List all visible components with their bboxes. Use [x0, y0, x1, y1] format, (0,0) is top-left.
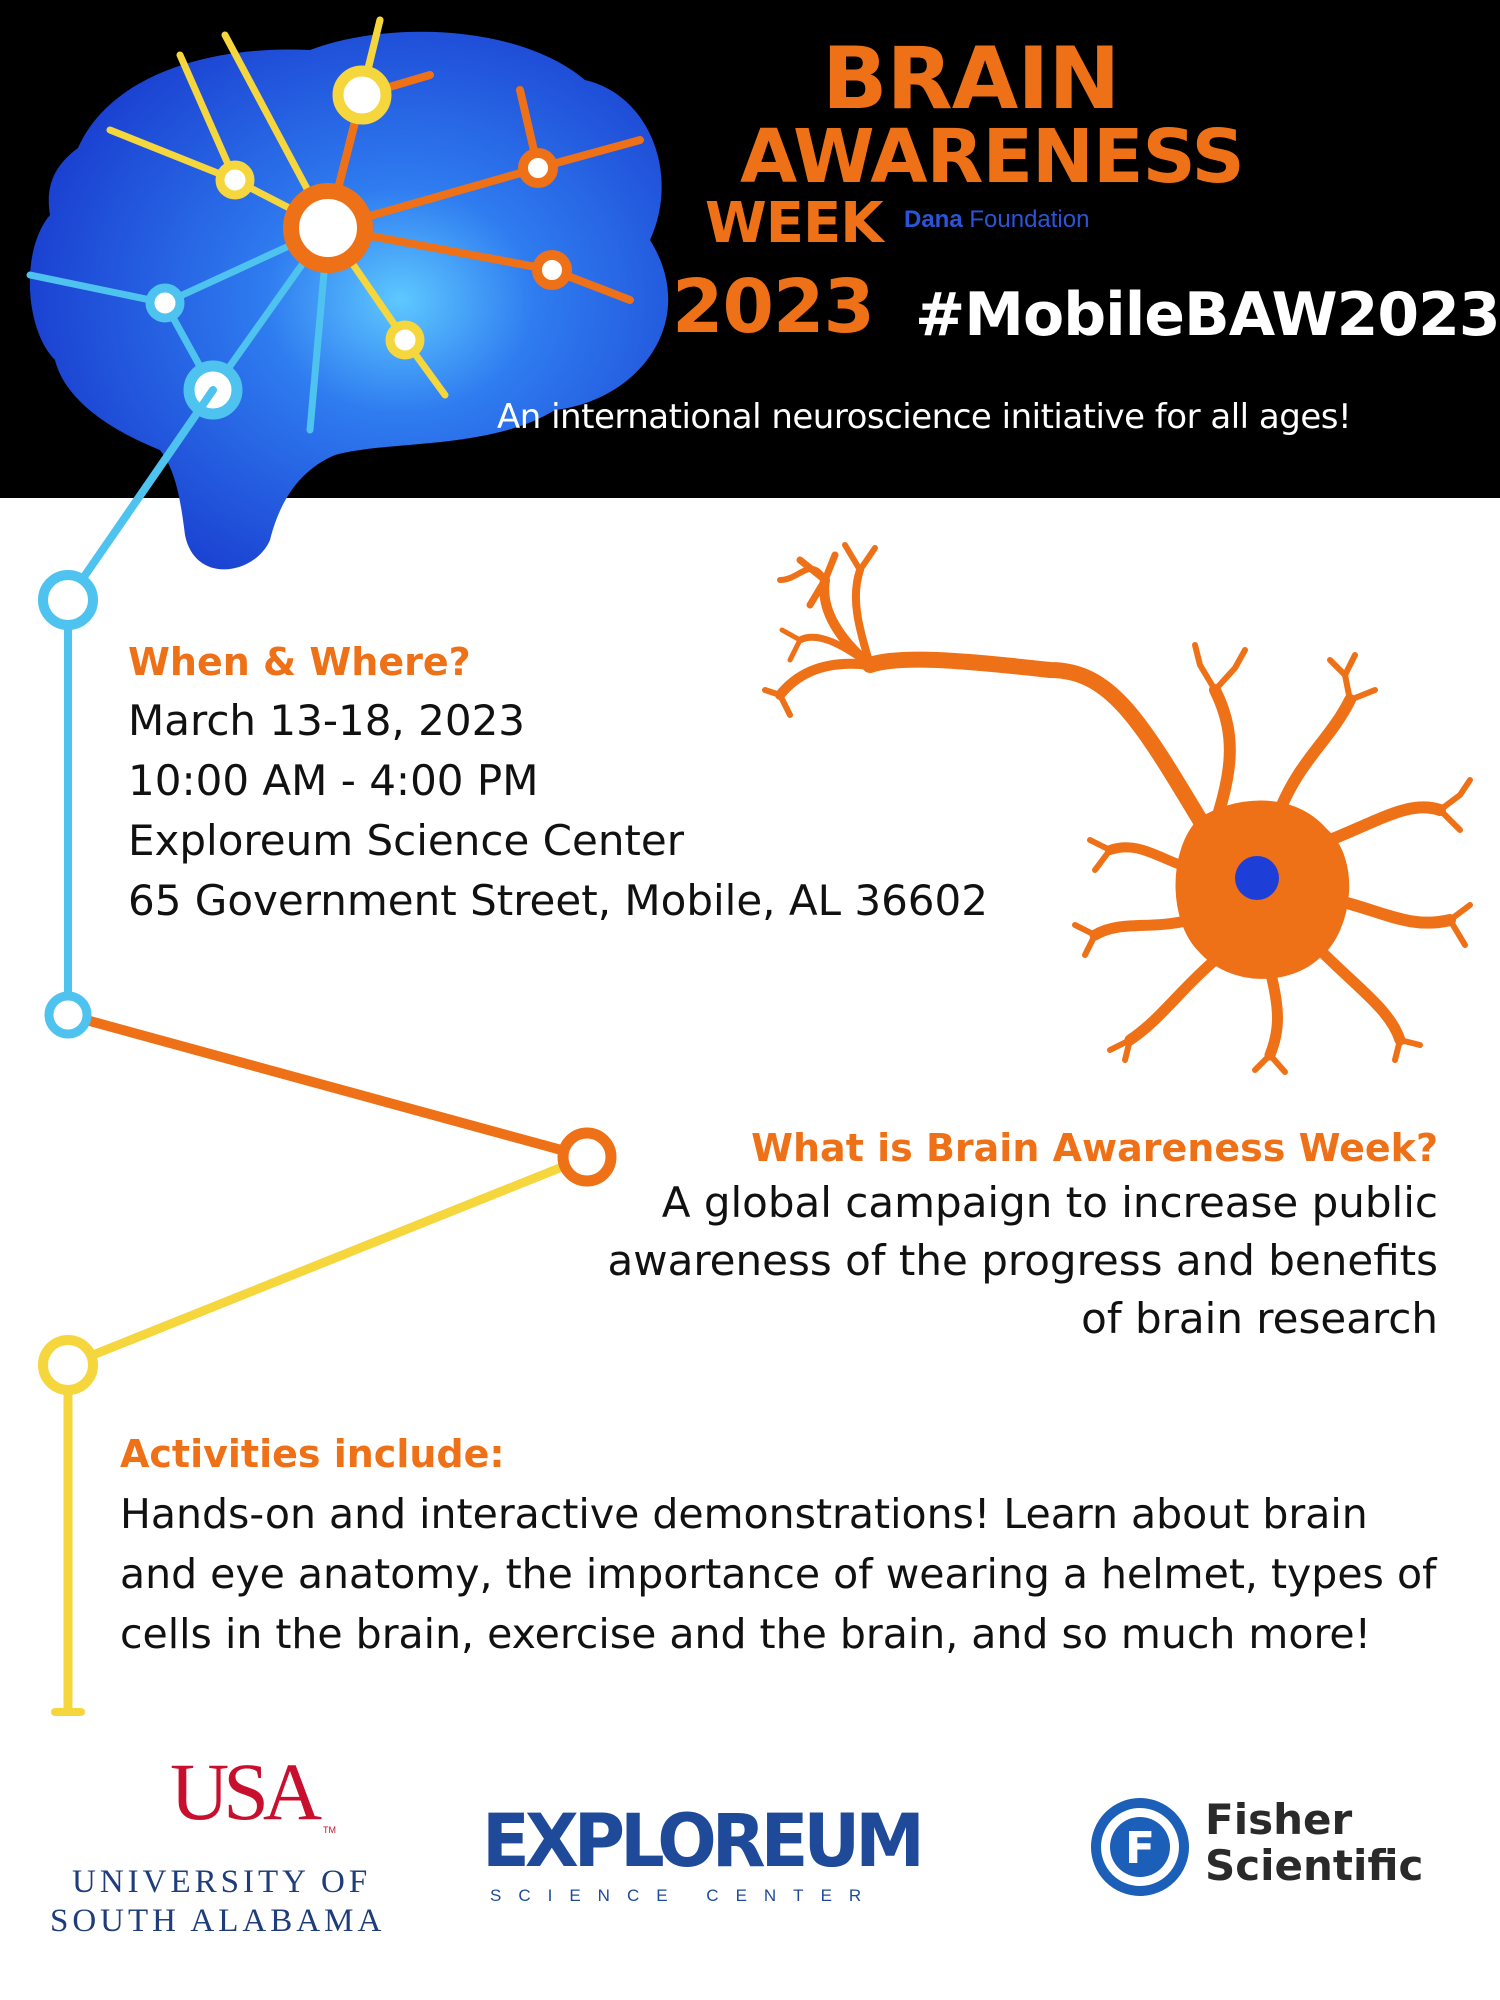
title-year: 2023	[672, 264, 874, 350]
activities-line3: cells in the brain, exercise and the brain, and so much more!	[120, 1610, 1372, 1658]
event-address: 65 Government Street, Mobile, AL 36602	[128, 876, 988, 925]
tagline: An international neuroscience initiative for all ages!	[497, 397, 1352, 437]
title-brain: BRAIN	[822, 29, 1120, 129]
activities-line2: and eye anatomy, the importance of wearing a helmet, types of	[120, 1550, 1437, 1598]
what-is-line3: of brain research	[1081, 1294, 1438, 1343]
when-where-heading: When & Where?	[128, 640, 471, 684]
what-is-line2: awareness of the progress and benefits	[607, 1236, 1438, 1285]
fisher-mark: F	[1124, 1823, 1156, 1874]
exploreum-logo	[480, 1797, 1020, 1920]
what-is-heading: What is Brain Awareness Week?	[751, 1126, 1438, 1170]
activities-line1: Hands-on and interactive demonstrations! Learn about brain	[120, 1490, 1368, 1538]
hashtag: #MobileBAW2023	[915, 280, 1500, 350]
neuron-icon	[765, 545, 1470, 1072]
usa-logo	[40, 1745, 440, 1939]
fisher-logo-icon	[1090, 1797, 1190, 1897]
fisher-scientific-logo	[1090, 1795, 1470, 1905]
fisher-line2: Scientific	[1205, 1841, 1424, 1890]
event-venue: Exploreum Science Center	[128, 816, 685, 865]
usa-line1: UNIVERSITY OF	[72, 1864, 372, 1900]
event-time: 10:00 AM - 4:00 PM	[128, 756, 539, 805]
title-awareness: AWARENESS	[740, 114, 1244, 200]
dana-foundation-logo	[904, 206, 1089, 234]
event-date: March 13-18, 2023	[128, 696, 526, 745]
what-is-section	[608, 1122, 1438, 1348]
usa-tm: TM	[323, 1825, 336, 1835]
usa-line2: SOUTH ALABAMA	[50, 1903, 386, 1939]
neuron-nucleus	[1235, 856, 1279, 900]
usa-mark: USA	[170, 1746, 317, 1837]
exploreum-sub: SCIENCE CENTER	[490, 1886, 879, 1905]
what-is-line1: A global campaign to increase public	[661, 1178, 1438, 1227]
fisher-line1: Fisher	[1205, 1795, 1353, 1844]
activities-heading: Activities include:	[120, 1432, 505, 1476]
dana-rest: Foundation	[969, 206, 1090, 233]
dana-bold: Dana	[904, 206, 963, 233]
brain-network-icon	[30, 20, 668, 569]
title-week: WEEK	[705, 191, 883, 256]
exploreum-name: EXPLOREUM	[482, 1797, 920, 1885]
